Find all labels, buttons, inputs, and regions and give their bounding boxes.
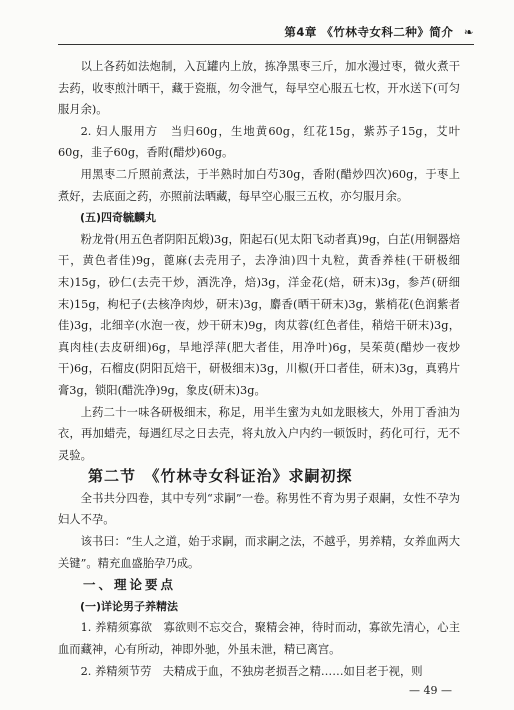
paragraph: 2. 妇人服用方 当归60g，生地黄60g，红花15g，紫苏子15g，艾叶60g，韭子60g，香附(醋炒)60g。 bbox=[58, 124, 460, 160]
running-title: 第4章 《竹林寺女科二种》简介 bbox=[284, 25, 454, 39]
sub-heading: (一)详论男子养精法 bbox=[80, 599, 179, 613]
running-header bbox=[58, 24, 474, 40]
page-number: — 49 — bbox=[409, 684, 452, 697]
paragraph: 2. 养精须节劳 夫精成于血，不独房老损吾之精……如目老于视，则 bbox=[80, 664, 423, 678]
part-title: 一、理论要点 bbox=[83, 577, 177, 593]
section-title: 第二节 《竹林寺女科证治》求嗣初探 bbox=[88, 467, 353, 486]
paragraph: 以上各药如法炮制，入瓦罐内上放，拣净黑枣三斤，加水漫过枣，微火煮干去药，收枣煎汁晒干，藏于瓷瓶，勿令泄气，每早空心服五七枚，开水送下(可匀服月余)。 bbox=[58, 60, 460, 117]
paragraph: 用黑枣二斤照前煮法，于半熟时加白芍30g，香附(醋炒四次)60g，于枣上煮好，去底面之药，亦照前法晒藏，每早空心服三五枚，亦匀服月余。 bbox=[58, 167, 460, 203]
sub-heading: (五)四奇毓麟丸 bbox=[80, 211, 157, 225]
paragraph: 该书曰：“生人之道，始于求嗣，而求嗣之法，不越乎，男养精，女养血两大关键”。精充血盛胎孕乃成。 bbox=[58, 535, 460, 570]
paragraph: 1. 养精须寡欲 寡欲则不忘交合，聚精会神，待时而动，寡欲先清心，心主血而藏神，心有所动，神即外驰，外虽未泄，精已离宫。 bbox=[58, 621, 460, 657]
header-ornament-icon: ❧ bbox=[463, 25, 474, 39]
page-body bbox=[58, 56, 460, 682]
paragraph: 全书共分四卷，其中专列“求嗣”一卷。称男性不育为男子艰嗣，女性不孕为妇人不孕。 bbox=[58, 491, 460, 527]
paragraph: 粉龙骨(用五色者阴阳瓦煅)3g，阳起石(见太阳飞动者真)9g，白芷(用铜器焙干，黄色者佳)9g，蓖麻(去壳用子，去净油)四十丸粒，黄香养桂(干研极细末)15g，砂仁(去壳干炒，酒洗净，焙)3g，洋金花(焙，研末)3g，参芦(研细末)15g，枸杞子(去核净肉炒，研末)3g，麝香(晒干研末)3g，紫梢花(色润紫者佳)3g，北细辛(水泡一夜，炒干研末)9g，肉苁蓉(红色者佳，稍焙干研末)3g，真肉桂(去皮研细)6g，旱地浮萍(肥大者佳，用净叶)6g，吴茱萸(醋炒一夜炒干)6g，石榴皮(阴阳瓦焙干，研极细末)3g，川椒(开口者佳，研末)3g，真鸦片膏3g，锁阳(醋洗净)9g，象皮(研末)3g。 bbox=[58, 232, 460, 397]
header-rule bbox=[58, 44, 474, 45]
paragraph: 上药二十一味各研极细末，称足，用半生蜜为丸如龙眼核大，外用丁香油为衣，再加蜡壳，每遇红尽之日去壳，将丸放入户内约一顿饭时，药化可行，无不灵验。 bbox=[58, 405, 460, 462]
